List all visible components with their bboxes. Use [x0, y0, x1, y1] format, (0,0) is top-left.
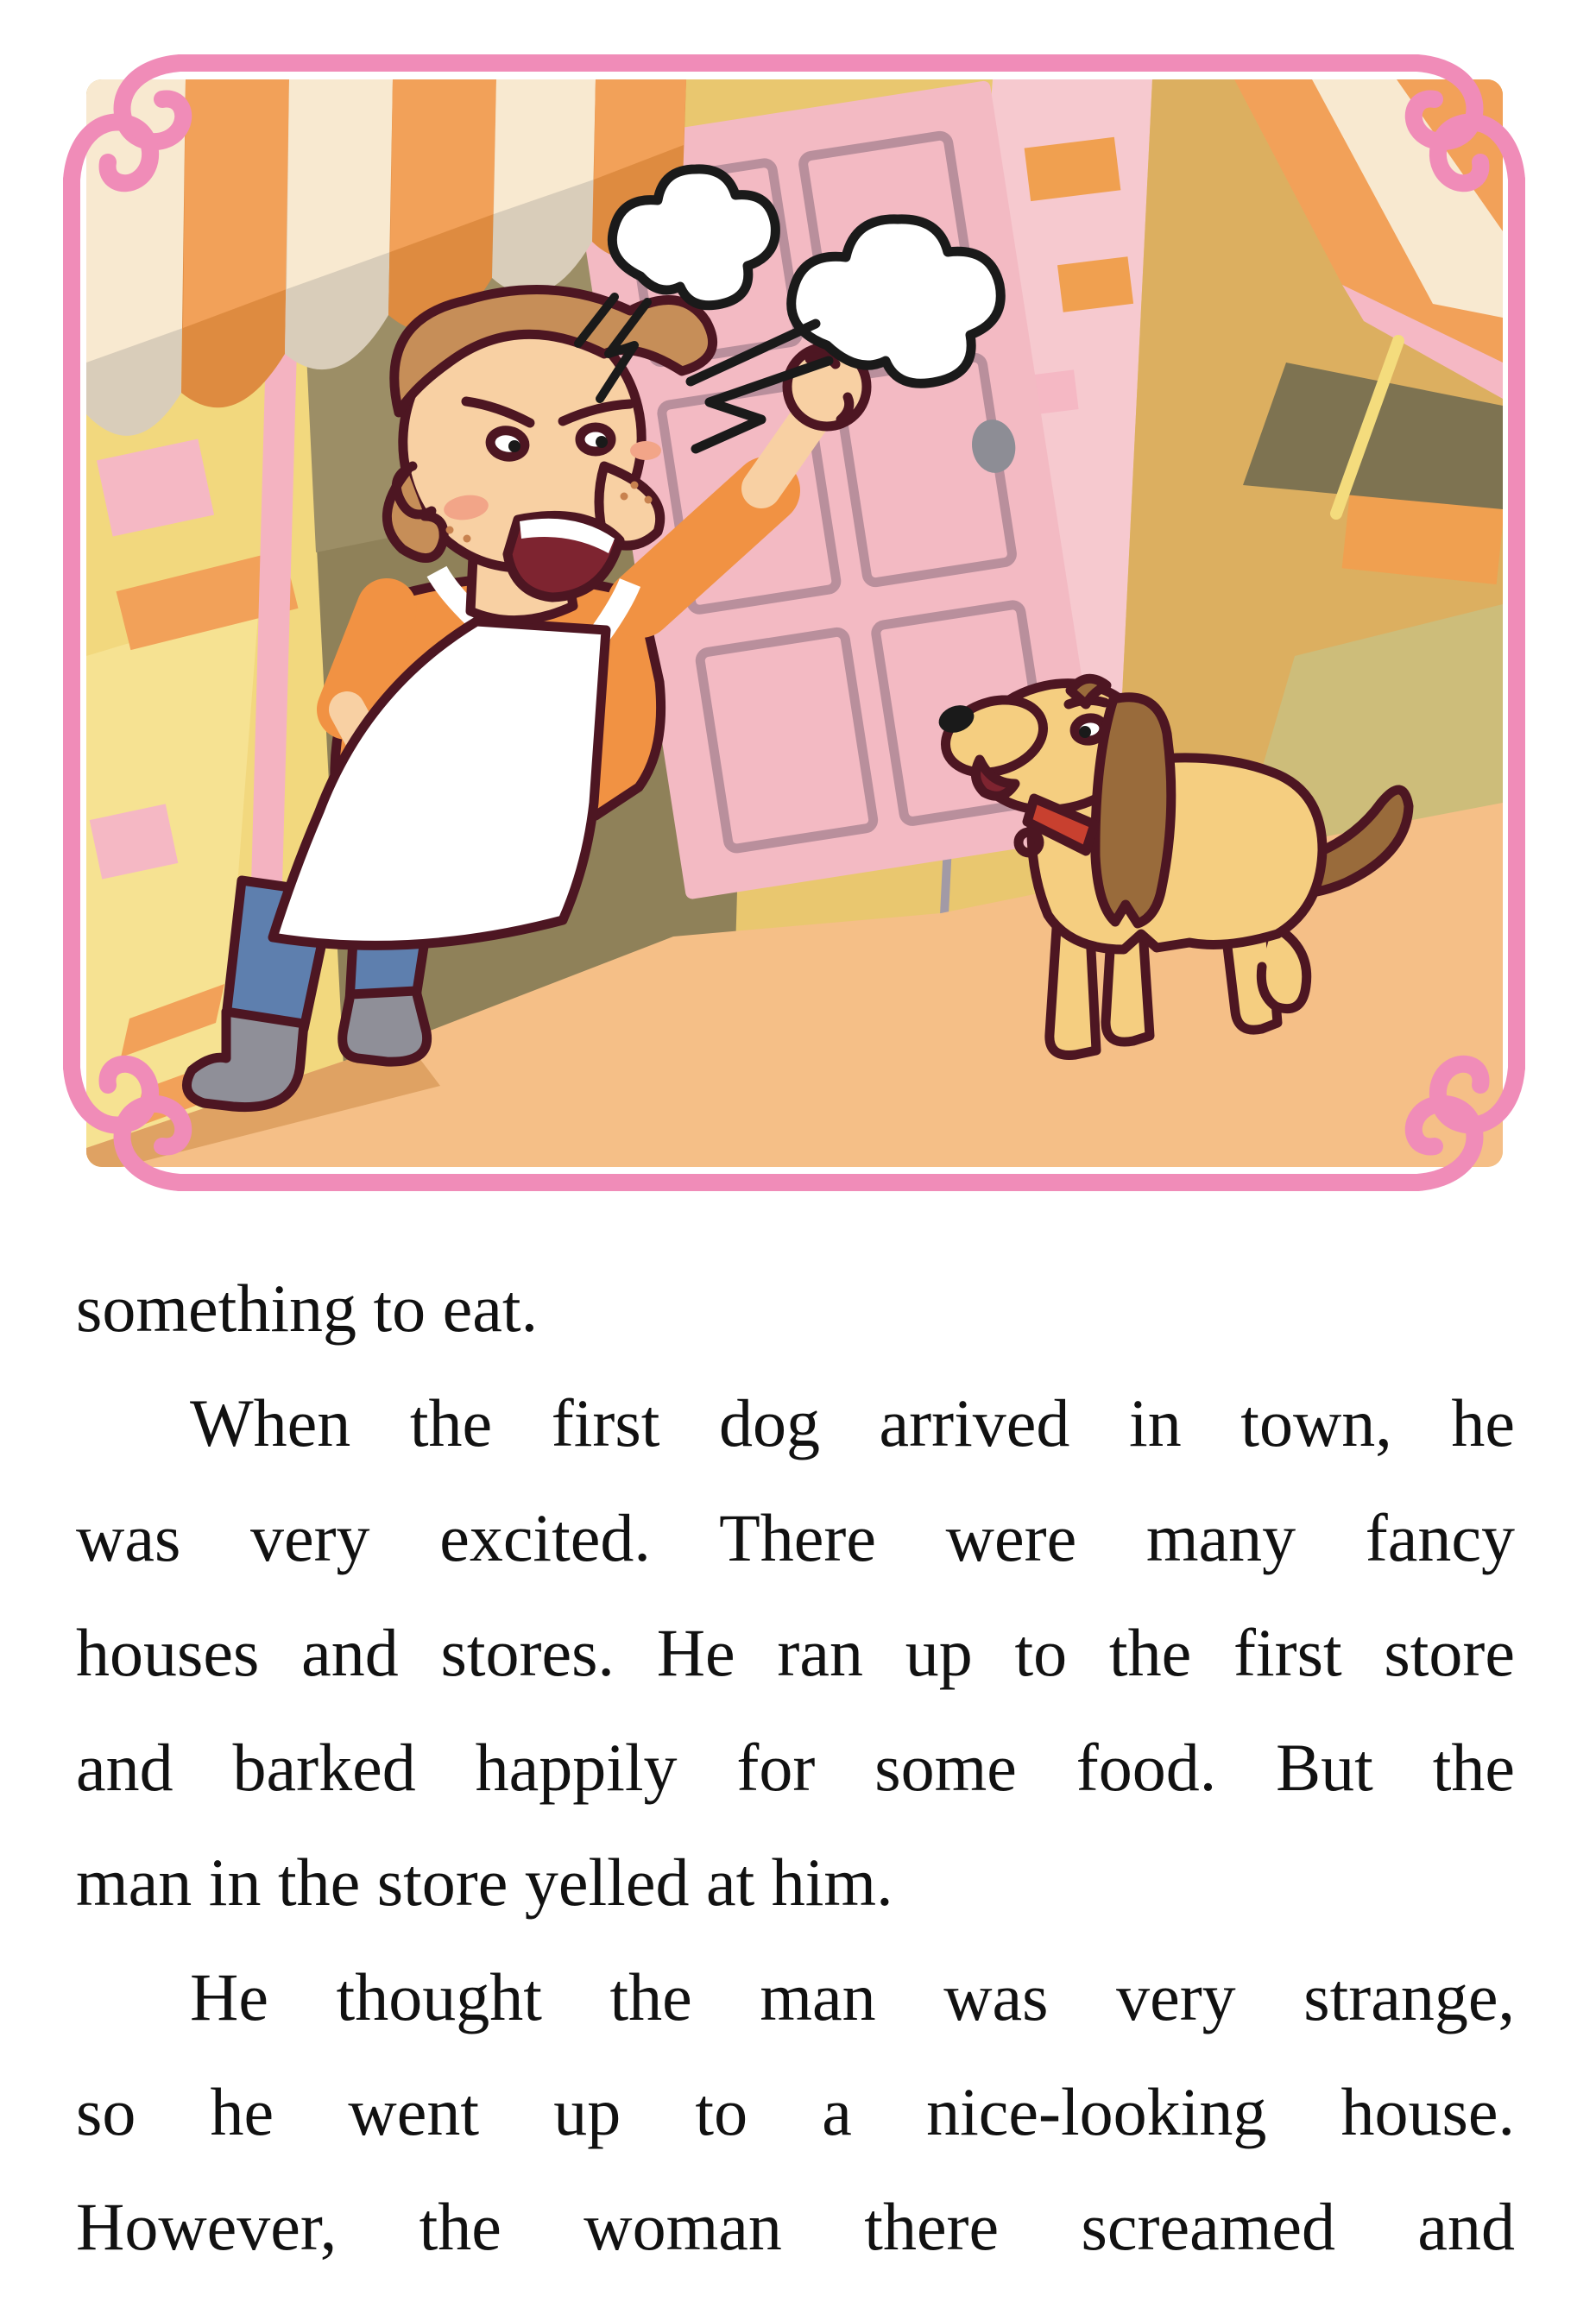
story-line: man in the store yelled at him.	[76, 1845, 893, 1920]
story-line: houses and stores. He ran up to the first store	[76, 1615, 1515, 1690]
story-line: When the first dog arrived in town, he	[190, 1385, 1515, 1460]
story-line: He thought the man was very strange,	[190, 1959, 1515, 2034]
story-line: However, the woman there screamed and	[76, 2189, 1515, 2264]
story-text	[76, 1251, 1515, 2284]
story-line: was very excited. There were many fancy	[76, 1500, 1515, 1575]
story-line: something to eat.	[76, 1271, 539, 1346]
story-line: so he went up to a nice-looking house.	[76, 2074, 1515, 2149]
floppy-ear	[1095, 697, 1171, 924]
story-line: and barked happily for some food. But the	[76, 1730, 1515, 1805]
illustration-art	[86, 79, 1506, 1167]
